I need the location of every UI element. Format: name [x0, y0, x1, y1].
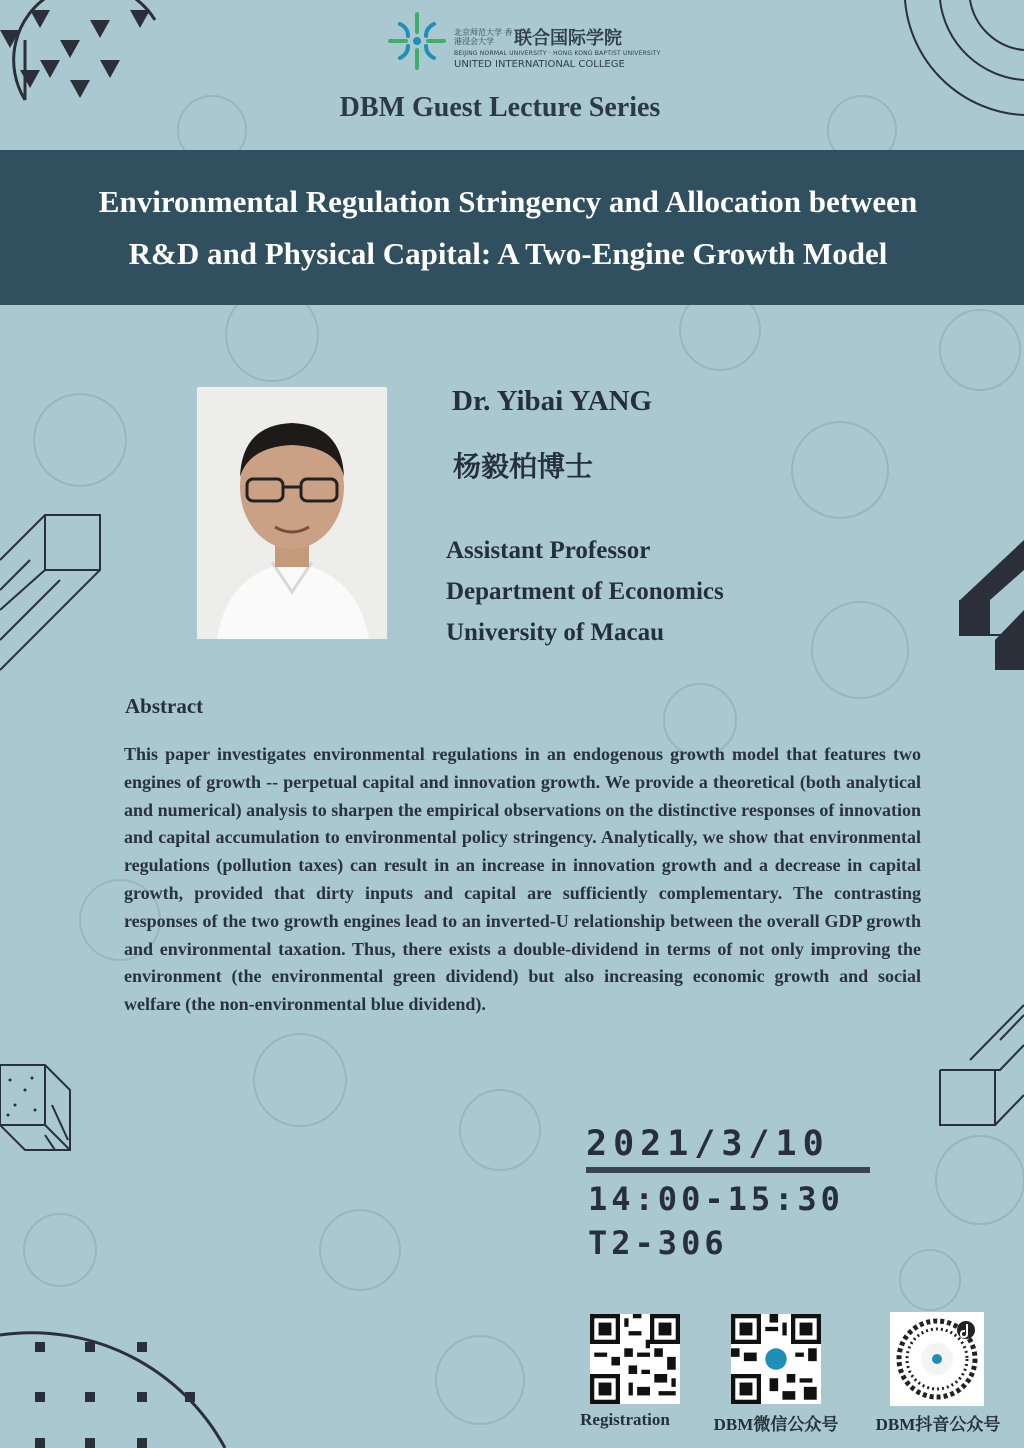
- qr-code-icon: [731, 1314, 821, 1404]
- qr-code-icon: [590, 1314, 680, 1404]
- event-date: 2021/3/10: [586, 1124, 830, 1164]
- logo-chinese-name: 联合国际学院: [514, 28, 622, 49]
- lecture-title: [0, 176, 1016, 280]
- logo-emblem-icon: [386, 10, 448, 72]
- date-divider: [586, 1167, 870, 1173]
- wechat-qr-label: DBM微信公众号: [713, 1415, 839, 1434]
- douyin-code-icon: [890, 1312, 984, 1406]
- registration-qr-code[interactable]: [590, 1314, 680, 1404]
- abstract-text: This paper investigates environmental regulations in an endogenous growth model that features two engines of growth -- perpetual capital and innovation growth. We provide a theoretical (both analytical and numerical) analysis to sharpen the empirical observations on the distinctive responses of innovation and capital accumulation to environmental policy stringency. Analytically, we show that environmental regulations (pollution taxes) can result in an increase in innovation growth and a decrease in capital growth, provided that dirty inputs and capital are sufficiently complementary. The contrasting responses of the two growth engines lead to an inverted-U relationship between the overall GDP growth and environmental taxation. Thus, there exists a double-dividend in terms of not only improving the environment (the environmental green dividend) but also increasing economic growth and social welfare (the non-environmental blue dividend).: [124, 744, 921, 1015]
- event-room: T2-306: [588, 1224, 728, 1262]
- logo-english-universities: BEIJING NORMAL UNIVERSITY · HONG KONG BAPTIST UNIVERSITY: [454, 50, 661, 57]
- college-logo: [386, 10, 661, 74]
- abstract-heading: Abstract: [125, 694, 204, 718]
- douyin-qr-code[interactable]: [890, 1312, 984, 1406]
- lecture-title-line1: Environmental Regulation Stringency and Allocation between: [98, 184, 918, 219]
- douyin-qr-label: DBM抖音公众号: [875, 1415, 1001, 1434]
- speaker-portrait-icon: [197, 387, 387, 639]
- wechat-qr-code[interactable]: [731, 1314, 821, 1404]
- speaker-affiliation: [446, 530, 724, 653]
- speaker-name-english: Dr. Yibai YANG: [452, 385, 653, 417]
- speaker-photo: [197, 387, 387, 639]
- lecture-title-line2: R&D and Physical Capital: A Two-Engine Growth Model: [128, 236, 888, 271]
- speaker-department: Department of Economics: [446, 578, 724, 605]
- event-time: 14:00-15:30: [588, 1180, 844, 1218]
- series-title: DBM Guest Lecture Series: [339, 92, 661, 123]
- logo-english-name: UNITED INTERNATIONAL COLLEGE: [454, 59, 625, 70]
- speaker-name-chinese: 杨毅柏博士: [453, 450, 594, 483]
- speaker-university: University of Macau: [446, 619, 665, 646]
- registration-qr-label: Registration: [580, 1410, 670, 1429]
- speaker-position: Assistant Professor: [446, 537, 651, 564]
- logo-chinese-subtitle: 北京师范大学 香港浸会大学: [454, 28, 513, 46]
